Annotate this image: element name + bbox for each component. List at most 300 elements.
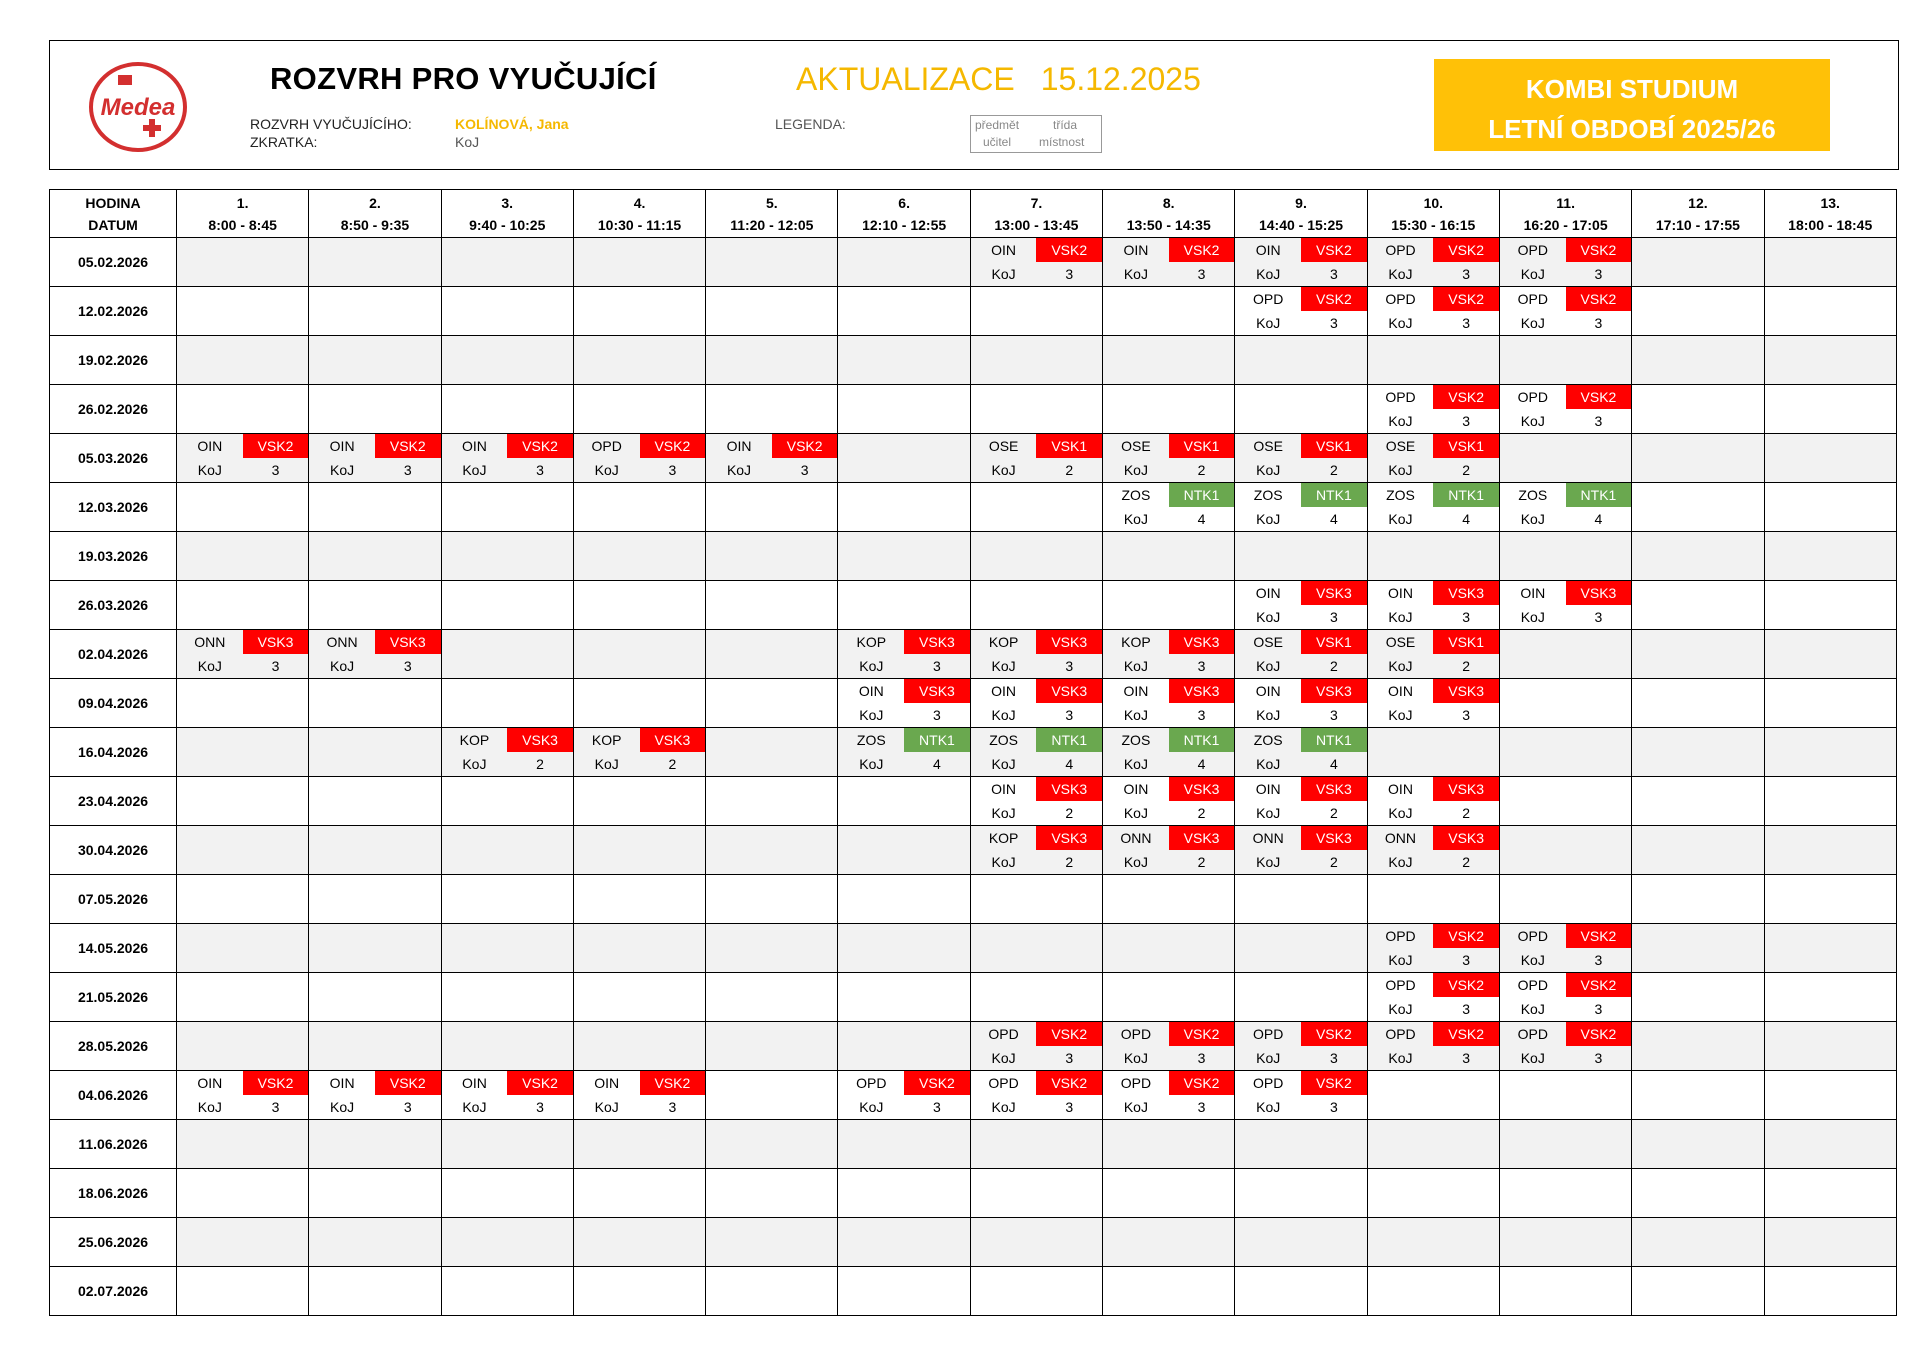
timetable-cell[interactable]: [1499, 1120, 1631, 1169]
timetable-cell[interactable]: [573, 385, 705, 434]
timetable-cell[interactable]: [706, 287, 838, 336]
timetable-cell[interactable]: [1499, 532, 1631, 581]
timetable-cell[interactable]: [1367, 924, 1499, 973]
timetable-cell[interactable]: [1632, 1169, 1764, 1218]
timetable-cell[interactable]: [1235, 532, 1367, 581]
timetable-cell[interactable]: [573, 630, 705, 679]
timetable-cell[interactable]: [1235, 1120, 1367, 1169]
timetable-cell[interactable]: [1764, 1120, 1896, 1169]
timetable-cell[interactable]: [573, 581, 705, 630]
timetable-cell[interactable]: [1103, 728, 1235, 777]
timetable-cell[interactable]: [177, 728, 309, 777]
timetable-cell[interactable]: [573, 238, 705, 287]
timetable-cell[interactable]: [1632, 287, 1764, 336]
timetable-cell[interactable]: [573, 1120, 705, 1169]
timetable-cell[interactable]: [838, 777, 970, 826]
timetable-cell[interactable]: [309, 973, 441, 1022]
timetable-cell[interactable]: [1367, 630, 1499, 679]
timetable-cell[interactable]: [970, 777, 1102, 826]
timetable-cell[interactable]: [1235, 630, 1367, 679]
timetable-cell[interactable]: [573, 1218, 705, 1267]
timetable-cell[interactable]: [1235, 238, 1367, 287]
timetable-cell[interactable]: [706, 385, 838, 434]
timetable-cell[interactable]: [1632, 1022, 1764, 1071]
timetable-cell[interactable]: [1764, 532, 1896, 581]
timetable-cell[interactable]: [1499, 679, 1631, 728]
timetable-cell[interactable]: [1235, 483, 1367, 532]
timetable-cell[interactable]: [309, 1218, 441, 1267]
timetable-cell[interactable]: [1764, 777, 1896, 826]
timetable-cell[interactable]: [441, 924, 573, 973]
timetable-cell[interactable]: [441, 1267, 573, 1316]
timetable-cell[interactable]: [1103, 581, 1235, 630]
timetable-cell[interactable]: [1103, 336, 1235, 385]
timetable-cell[interactable]: [1367, 1169, 1499, 1218]
timetable-cell[interactable]: [838, 679, 970, 728]
timetable-cell[interactable]: [309, 336, 441, 385]
lesson-block: [1500, 1022, 1631, 1070]
timetable-cell[interactable]: [1235, 679, 1367, 728]
timetable-cell[interactable]: [309, 1022, 441, 1071]
timetable-cell[interactable]: [838, 238, 970, 287]
timetable-cell[interactable]: [970, 1267, 1102, 1316]
timetable-cell[interactable]: [1632, 1071, 1764, 1120]
timetable-cell[interactable]: [441, 483, 573, 532]
timetable-cell[interactable]: [1367, 1022, 1499, 1071]
timetable-cell[interactable]: [1367, 728, 1499, 777]
timetable-cell[interactable]: [1367, 826, 1499, 875]
timetable-cell[interactable]: [1367, 1218, 1499, 1267]
timetable-cell[interactable]: [1235, 924, 1367, 973]
timetable-cell[interactable]: [1632, 1218, 1764, 1267]
timetable-cell[interactable]: [573, 679, 705, 728]
timetable-cell[interactable]: [1367, 385, 1499, 434]
timetable-cell[interactable]: [573, 287, 705, 336]
timetable-cell[interactable]: [573, 434, 705, 483]
timetable-cell[interactable]: [1235, 581, 1367, 630]
timetable-cell[interactable]: [1367, 777, 1499, 826]
timetable-cell[interactable]: [1764, 238, 1896, 287]
timetable-cell[interactable]: [1764, 385, 1896, 434]
timetable-cell[interactable]: [441, 826, 573, 875]
timetable-cell[interactable]: [1103, 1169, 1235, 1218]
timetable-cell[interactable]: [1235, 434, 1367, 483]
timetable-cell[interactable]: [573, 924, 705, 973]
timetable-cell[interactable]: [441, 1022, 573, 1071]
timetable-cell[interactable]: [309, 1169, 441, 1218]
timetable-cell[interactable]: [1764, 630, 1896, 679]
timetable-cell[interactable]: [970, 532, 1102, 581]
timetable-cell[interactable]: [309, 385, 441, 434]
timetable-cell[interactable]: [1367, 336, 1499, 385]
timetable-cell[interactable]: [838, 1169, 970, 1218]
lesson-class: 3: [1065, 1099, 1074, 1115]
timetable-cell[interactable]: [177, 1022, 309, 1071]
timetable-cell[interactable]: [177, 1218, 309, 1267]
timetable-cell[interactable]: [706, 434, 838, 483]
timetable-cell[interactable]: [441, 287, 573, 336]
timetable-cell[interactable]: [441, 581, 573, 630]
timetable-cell[interactable]: [970, 1071, 1102, 1120]
timetable-cell[interactable]: [1367, 238, 1499, 287]
timetable-cell[interactable]: [1632, 336, 1764, 385]
timetable-cell[interactable]: [441, 336, 573, 385]
timetable-cell[interactable]: [838, 826, 970, 875]
timetable-cell[interactable]: [970, 1120, 1102, 1169]
timetable-cell[interactable]: [1235, 826, 1367, 875]
timetable-cell[interactable]: [441, 630, 573, 679]
timetable-cell[interactable]: [706, 973, 838, 1022]
timetable-cell[interactable]: [1499, 336, 1631, 385]
timetable-cell[interactable]: [1103, 875, 1235, 924]
timetable-cell[interactable]: [1235, 1218, 1367, 1267]
timetable-cell[interactable]: [309, 238, 441, 287]
timetable-cell[interactable]: [838, 1120, 970, 1169]
timetable-cell[interactable]: [1764, 826, 1896, 875]
timetable-cell[interactable]: [838, 385, 970, 434]
timetable-cell[interactable]: [706, 1169, 838, 1218]
timetable-cell[interactable]: [970, 385, 1102, 434]
timetable-cell[interactable]: [309, 826, 441, 875]
timetable-cell[interactable]: [1764, 973, 1896, 1022]
timetable-cell[interactable]: [177, 1071, 309, 1120]
timetable-cell[interactable]: [441, 679, 573, 728]
timetable-cell[interactable]: [1764, 581, 1896, 630]
timetable-cell[interactable]: [1235, 336, 1367, 385]
timetable-cell[interactable]: [706, 238, 838, 287]
lesson-teacher: KoJ: [594, 462, 619, 478]
timetable-cell[interactable]: [1367, 679, 1499, 728]
timetable-cell[interactable]: [970, 826, 1102, 875]
timetable-cell[interactable]: [1632, 238, 1764, 287]
timetable-cell[interactable]: [838, 287, 970, 336]
timetable-cell[interactable]: [309, 434, 441, 483]
timetable-cell[interactable]: [1632, 385, 1764, 434]
timetable-cell[interactable]: [1632, 728, 1764, 777]
timetable-cell[interactable]: [706, 1267, 838, 1316]
timetable-cell[interactable]: [706, 1022, 838, 1071]
timetable-cell[interactable]: [838, 434, 970, 483]
timetable-cell[interactable]: [573, 728, 705, 777]
timetable-cell[interactable]: [706, 581, 838, 630]
timetable-cell[interactable]: [1367, 581, 1499, 630]
timetable-cell[interactable]: [970, 875, 1102, 924]
timetable-cell[interactable]: [177, 581, 309, 630]
timetable-cell[interactable]: [706, 728, 838, 777]
timetable-cell[interactable]: [1499, 728, 1631, 777]
timetable-cell[interactable]: [309, 1071, 441, 1120]
timetable-cell[interactable]: [441, 434, 573, 483]
timetable-cell[interactable]: [441, 1218, 573, 1267]
timetable-cell[interactable]: [706, 924, 838, 973]
timetable-cell[interactable]: [1367, 532, 1499, 581]
timetable-cell[interactable]: [1103, 1071, 1235, 1120]
timetable-cell[interactable]: [970, 287, 1102, 336]
timetable-cell[interactable]: [1499, 924, 1631, 973]
timetable-cell[interactable]: [1499, 581, 1631, 630]
timetable-cell[interactable]: [838, 1218, 970, 1267]
timetable-cell[interactable]: [1367, 1267, 1499, 1316]
timetable-cell[interactable]: [177, 826, 309, 875]
lesson-block: [1103, 728, 1234, 776]
timetable-cell[interactable]: [441, 875, 573, 924]
lesson-block: [1103, 777, 1234, 825]
lesson-class: 3: [1065, 658, 1074, 674]
timetable-cell[interactable]: [1235, 973, 1367, 1022]
timetable-cell[interactable]: [1764, 924, 1896, 973]
timetable-cell[interactable]: [573, 973, 705, 1022]
timetable-cell[interactable]: [970, 1218, 1102, 1267]
timetable-cell[interactable]: [1632, 826, 1764, 875]
timetable-cell[interactable]: [1632, 679, 1764, 728]
timetable-cell[interactable]: [177, 679, 309, 728]
timetable-cell[interactable]: [1764, 336, 1896, 385]
timetable-cell[interactable]: [441, 728, 573, 777]
timetable-cell[interactable]: [1499, 875, 1631, 924]
timetable-cell[interactable]: [970, 924, 1102, 973]
timetable-cell[interactable]: [1764, 287, 1896, 336]
timetable-cell[interactable]: [1235, 1169, 1367, 1218]
timetable-cell[interactable]: [1764, 1169, 1896, 1218]
timetable-cell[interactable]: [309, 1120, 441, 1169]
timetable-cell[interactable]: [1764, 1218, 1896, 1267]
timetable-cell[interactable]: [1103, 1022, 1235, 1071]
timetable-cell[interactable]: [1632, 777, 1764, 826]
timetable-cell[interactable]: [970, 238, 1102, 287]
timetable-cell[interactable]: [706, 679, 838, 728]
timetable-cell[interactable]: [177, 924, 309, 973]
timetable-cell[interactable]: [573, 532, 705, 581]
timetable-cell[interactable]: [309, 581, 441, 630]
timetable-cell[interactable]: [706, 1218, 838, 1267]
timetable-cell[interactable]: [1764, 875, 1896, 924]
timetable-cell[interactable]: [706, 1071, 838, 1120]
lesson-subject: OIN: [991, 781, 1017, 797]
timetable-cell[interactable]: [573, 1169, 705, 1218]
timetable-cell[interactable]: [1103, 777, 1235, 826]
timetable-cell[interactable]: [177, 483, 309, 532]
timetable-cell[interactable]: [1235, 1022, 1367, 1071]
timetable-cell[interactable]: [1103, 434, 1235, 483]
timetable-cell[interactable]: [838, 1071, 970, 1120]
timetable-cell[interactable]: [309, 287, 441, 336]
timetable-cell[interactable]: [706, 826, 838, 875]
timetable-cell[interactable]: [1235, 777, 1367, 826]
timetable-cell[interactable]: [573, 1071, 705, 1120]
timetable-cell[interactable]: [1103, 1267, 1235, 1316]
timetable-cell[interactable]: [1499, 630, 1631, 679]
timetable-cell[interactable]: [838, 1267, 970, 1316]
timetable-cell[interactable]: [1367, 483, 1499, 532]
timetable-cell[interactable]: [1235, 1071, 1367, 1120]
timetable-cell[interactable]: [1499, 826, 1631, 875]
timetable-cell[interactable]: [1235, 875, 1367, 924]
timetable-cell[interactable]: [1632, 1267, 1764, 1316]
timetable-cell[interactable]: [1632, 434, 1764, 483]
timetable-cell[interactable]: [970, 336, 1102, 385]
timetable-cell[interactable]: [1632, 875, 1764, 924]
timetable-cell[interactable]: [177, 385, 309, 434]
timetable-cell[interactable]: [1764, 1267, 1896, 1316]
timetable-cell[interactable]: [309, 875, 441, 924]
timetable-cell[interactable]: [1632, 1120, 1764, 1169]
timetable-cell[interactable]: [1103, 826, 1235, 875]
timetable-cell[interactable]: [441, 532, 573, 581]
timetable-cell[interactable]: [177, 777, 309, 826]
timetable-cell[interactable]: [1499, 973, 1631, 1022]
timetable-cell[interactable]: [970, 434, 1102, 483]
timetable-cell[interactable]: [309, 483, 441, 532]
timetable-cell[interactable]: [1632, 581, 1764, 630]
timetable-cell[interactable]: [177, 336, 309, 385]
timetable-cell[interactable]: [706, 777, 838, 826]
timetable-cell[interactable]: [1499, 434, 1631, 483]
timetable-cell[interactable]: [838, 728, 970, 777]
timetable-cell[interactable]: [970, 581, 1102, 630]
timetable-cell[interactable]: [1499, 1218, 1631, 1267]
timetable-cell[interactable]: [1103, 973, 1235, 1022]
timetable-cell[interactable]: [1764, 679, 1896, 728]
timetable-cell[interactable]: [573, 336, 705, 385]
timetable-cell[interactable]: [1367, 1071, 1499, 1120]
timetable-cell[interactable]: [573, 1267, 705, 1316]
timetable-cell[interactable]: [1632, 532, 1764, 581]
timetable-cell[interactable]: [970, 679, 1102, 728]
timetable-cell[interactable]: [309, 728, 441, 777]
timetable-cell[interactable]: [1103, 924, 1235, 973]
timetable-cell[interactable]: [1632, 483, 1764, 532]
timetable-cell[interactable]: [1103, 238, 1235, 287]
timetable-cell[interactable]: [970, 1169, 1102, 1218]
timetable-cell[interactable]: [1764, 483, 1896, 532]
timetable-cell[interactable]: [309, 924, 441, 973]
timetable-cell[interactable]: [177, 875, 309, 924]
timetable-cell[interactable]: [309, 777, 441, 826]
timetable-cell[interactable]: [177, 1120, 309, 1169]
timetable-cell[interactable]: [1367, 1120, 1499, 1169]
timetable-cell[interactable]: [1632, 973, 1764, 1022]
timetable-cell[interactable]: [441, 1169, 573, 1218]
timetable-cell[interactable]: [1103, 287, 1235, 336]
timetable-cell[interactable]: [1367, 973, 1499, 1022]
timetable-cell[interactable]: [1235, 385, 1367, 434]
timetable-cell[interactable]: [706, 532, 838, 581]
timetable-cell[interactable]: [177, 532, 309, 581]
timetable-cell[interactable]: [441, 385, 573, 434]
timetable-cell[interactable]: [1367, 287, 1499, 336]
timetable-cell[interactable]: [1499, 1071, 1631, 1120]
lesson-room: VSK3: [1433, 826, 1499, 850]
timetable-cell[interactable]: [573, 777, 705, 826]
timetable-cell[interactable]: [441, 777, 573, 826]
timetable-cell[interactable]: [309, 630, 441, 679]
timetable-cell[interactable]: [441, 1120, 573, 1169]
timetable-cell[interactable]: [1632, 924, 1764, 973]
timetable-cell[interactable]: [970, 1022, 1102, 1071]
timetable-cell[interactable]: [1103, 1218, 1235, 1267]
timetable-cell[interactable]: [441, 238, 573, 287]
timetable-cell[interactable]: [177, 630, 309, 679]
timetable-cell[interactable]: [1103, 1120, 1235, 1169]
timetable-cell[interactable]: [1499, 1022, 1631, 1071]
timetable-cell[interactable]: [1764, 728, 1896, 777]
timetable-cell[interactable]: [970, 728, 1102, 777]
timetable-cell[interactable]: [1764, 1071, 1896, 1120]
timetable-cell[interactable]: [970, 483, 1102, 532]
timetable-cell[interactable]: [1103, 630, 1235, 679]
lesson-block: [971, 434, 1102, 482]
timetable-cell[interactable]: [838, 924, 970, 973]
lesson-room: VSK2: [1169, 1022, 1235, 1046]
timetable-cell[interactable]: [1235, 1267, 1367, 1316]
timetable-cell[interactable]: [1103, 385, 1235, 434]
timetable-cell[interactable]: [1632, 630, 1764, 679]
timetable-cell[interactable]: [1499, 385, 1631, 434]
timetable-cell[interactable]: [838, 532, 970, 581]
timetable-cell[interactable]: [706, 1120, 838, 1169]
timetable-cell[interactable]: [177, 973, 309, 1022]
timetable-cell[interactable]: [1764, 434, 1896, 483]
timetable-cell[interactable]: [1367, 434, 1499, 483]
timetable-cell[interactable]: [706, 336, 838, 385]
timetable-cell[interactable]: [706, 630, 838, 679]
timetable-cell[interactable]: [1499, 1267, 1631, 1316]
timetable-cell[interactable]: [838, 336, 970, 385]
timetable-cell[interactable]: [309, 679, 441, 728]
timetable-cell[interactable]: [309, 1267, 441, 1316]
timetable-cell[interactable]: [177, 238, 309, 287]
period-number: 10.: [1423, 194, 1444, 211]
timetable-cell[interactable]: [706, 875, 838, 924]
timetable-cell[interactable]: [309, 532, 441, 581]
timetable-cell[interactable]: [1499, 1169, 1631, 1218]
timetable-cell[interactable]: [573, 483, 705, 532]
timetable-cell[interactable]: [838, 1022, 970, 1071]
timetable-cell[interactable]: [1499, 483, 1631, 532]
timetable-cell[interactable]: [1235, 287, 1367, 336]
timetable-cell[interactable]: [177, 1267, 309, 1316]
timetable-cell[interactable]: [970, 630, 1102, 679]
timetable-cell[interactable]: [970, 973, 1102, 1022]
lesson-room: VSK3: [1301, 581, 1367, 605]
timetable-cell[interactable]: [177, 287, 309, 336]
lesson-block: [177, 1071, 308, 1119]
timetable-cell[interactable]: [573, 826, 705, 875]
timetable-cell[interactable]: [1499, 287, 1631, 336]
table-row: [50, 336, 1897, 385]
timetable-cell[interactable]: [1103, 532, 1235, 581]
timetable-cell[interactable]: [573, 875, 705, 924]
timetable-cell[interactable]: [177, 1169, 309, 1218]
timetable-cell[interactable]: [1499, 777, 1631, 826]
timetable-cell[interactable]: [1235, 728, 1367, 777]
timetable-cell[interactable]: [177, 434, 309, 483]
timetable-cell[interactable]: [1367, 875, 1499, 924]
timetable-cell[interactable]: [838, 581, 970, 630]
timetable-cell[interactable]: [706, 483, 838, 532]
timetable-cell[interactable]: [1499, 238, 1631, 287]
timetable-cell[interactable]: [573, 1022, 705, 1071]
timetable-cell[interactable]: [838, 483, 970, 532]
timetable-cell[interactable]: [441, 1071, 573, 1120]
timetable-cell[interactable]: [1103, 679, 1235, 728]
timetable-cell[interactable]: [838, 875, 970, 924]
timetable-cell[interactable]: [1764, 1022, 1896, 1071]
timetable-cell[interactable]: [1103, 483, 1235, 532]
timetable-cell[interactable]: [441, 973, 573, 1022]
timetable-cell[interactable]: [838, 630, 970, 679]
timetable-cell[interactable]: [838, 973, 970, 1022]
